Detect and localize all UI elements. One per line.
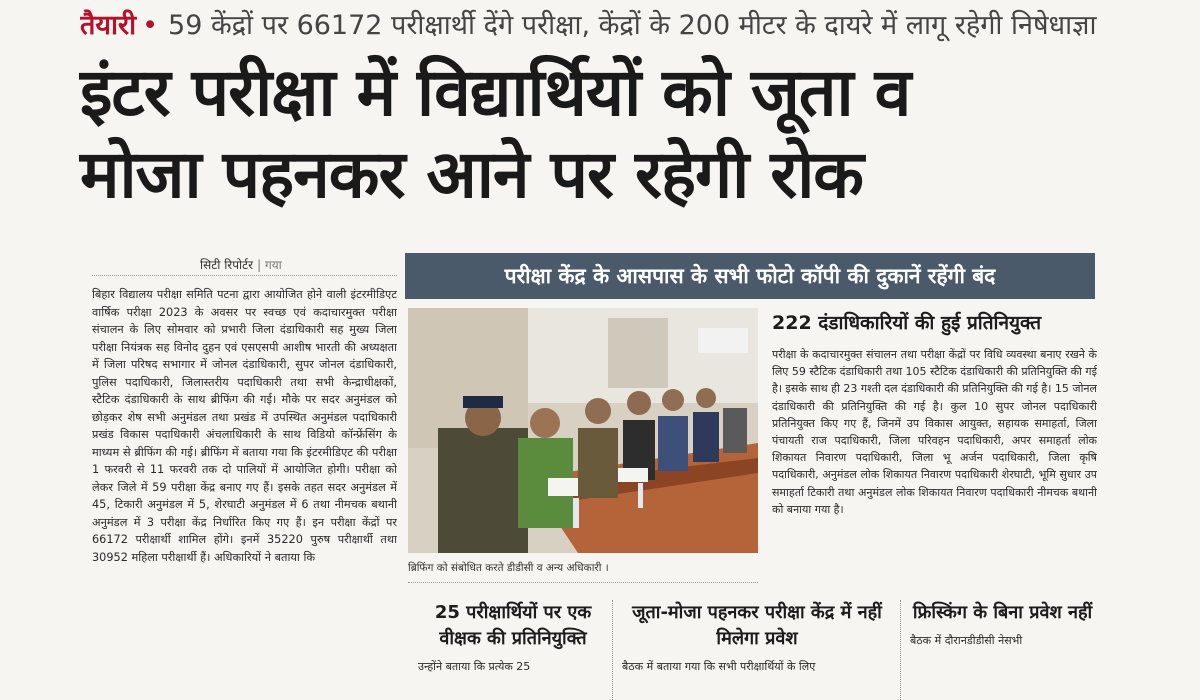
bottom-column-title: जूता-मोजा पहनकर परीक्षा केंद्र में नहीं मिलेगा प्रवेश (632, 602, 882, 649)
column-divider (612, 600, 613, 700)
bottom-column-text: उन्होंने बताया कि प्रत्येक 25 (418, 660, 531, 673)
meeting-photo (408, 308, 758, 553)
headline-line-2: मोजा पहनकर आने पर रहेगी रोक (80, 136, 863, 213)
bullet-icon: • (142, 10, 159, 41)
meeting-photo-illustration (408, 308, 758, 553)
bottom-column-title: 25 परीक्षार्थियों पर एक वीक्षक की प्रतिनियुक्ति (434, 602, 592, 649)
kicker-line (80, 8, 1180, 44)
left-article-body: बिहार विद्यालय परीक्षा समिति पटना द्वारा आयोजित होने वाली इंटरमीडिएट वार्षिक परीक्षा 2023 के अवसर पर स्वच्छ एवं कदाचारमुक्त परीक्षा संचालन के लिए सोमवार को प्रभारी जिला दंडाधिकारी सह मुख्य जिला परीक्षा नियंत्रक सह विनोद दुहन एवं एसएसपी आशीष भारती की अध्यक्षता में जिला परिषद सभागार में जोनल दंडाधिकारी, सुपर जोनल दंडाधिकारी, पुलिस पदाधिकारी, जिलास्तरीय पदाधिकारी तथा सभी केन्द्राधीक्षकों, स्टैटिक दंडाधिकारी के साथ ब्रीफिंग की गई। मौके पर सदर अनुमंडल को छोड़कर शेष सभी अनुमंडल तथा प्रखंड में उपस्थित अनुमंडल पदाधिकारी प्रखंड विकास पदाधिकारी अंचलाधिकारी के साथ विडियो कॉन्फ्रेंसिंग के माध्यम से ब्रीफिंग की गई। ब्रीफिंग में बताया गया कि इंटरमीडिएट की परीक्षा 1 फरवरी से 11 फरवरी तक दो पालियों में आयोजित होगी। परीक्षा को लेकर जिले में 59 परीक्षा केंद्र बनाए गए हैं। इसके तहत सदर अनुमंडल में 45, टिकारी अनुमंडल में 5, शेरघाटी अनुमंडल में 6 तथा नीमचक बथानी अनुमंडल में 3 परीक्षा केंद्र निर्धारित किए गए हैं। इन परीक्षा केंद्रों पर 66172 परीक्षार्थी शामिल होंगे। इनमें 35220 पुरुष परीक्षार्थी तथा 30952 महिला परीक्षार्थी हैं। अधिकारियों ने बताया कि (92, 288, 397, 564)
side-article-title: 222 दंडाधिकारियों की हुई प्रतिनियुक्त (772, 312, 1042, 334)
photo-caption: ब्रिफिंग को संबोधित करते डीडीसी व अन्य अधिकारी । (408, 562, 609, 574)
headline (80, 52, 1120, 216)
bottom-column-text: बैठक में दौरानडीडीसी नेसभी (910, 634, 1023, 647)
bottom-column-2 (622, 600, 892, 675)
divider (92, 275, 397, 276)
section-banner: परीक्षा केंद्र के आसपास के सभी फोटो कॉपी की दुकानें रहेंगी बंद (405, 253, 1095, 299)
kicker-text: 59 केंद्रों पर 66172 परीक्षार्थी देंगे परीक्षा, केंद्रों के 200 मीटर के दायरे में लागू रहेगी निषेधाज्ञा (168, 10, 1097, 41)
bottom-column-text: बैठक में बताया गया कि सभी परीक्षार्थियों के लिए (622, 660, 816, 673)
byline-reporter: सिटी रिपोर्टर (200, 258, 254, 272)
divider (408, 582, 758, 583)
bottom-column-1 (418, 600, 608, 675)
column-divider (900, 600, 901, 700)
headline-line-1: इंटर परीक्षा में विद्यार्थियों को जूता व (80, 54, 911, 131)
byline (200, 256, 282, 273)
byline-city: | गया (257, 258, 282, 272)
bottom-column-3 (910, 600, 1095, 649)
side-article-body: परीक्षा के कदाचारमुक्त संचालन तथा परीक्षा केंद्रों पर विधि व्यवस्था बनाए रखने के लिए 59 स्टैटिक दंडाधिकारी तथा 105 स्टैटिक दंडाधिकारी की प्रतिनियुक्ति की गई है। इसके साथ ही 23 गश्ती दल दंडाधिकारी की प्रतिनियुक्ति की गई है। 15 जोनल दंडाधिकारी की प्रतिनियुक्ति की गई है। कुल 10 सुपर जोनल पदाधिकारी प्रतिनियुक्त किए गए हैं, जिनमें उप विकास आयुक्त, सहायक समाहर्ता, जिला पंचायती राज पदाधिकारी, जिला परिवहन पदाधिकारी, अपर समाहर्ता लोक शिकायत निवारण पदाधिकारी, जिला भू अर्जन पदाधिकारी, जिला कृषि पदाधिकारी, अनुमंडल लोक शिकायत निवारण पदाधिकारी शेरघाटी, भूमि सुधार उप समाहर्ता टिकारी तथा अनुमंडल लोक शिकायत निवारण पदाधिकारी नीमचक बथानी को बनाया गया है। (772, 348, 1097, 516)
bottom-column-title: फ्रिस्किंग के बिना प्रवेश नहीं (912, 602, 1093, 623)
kicker-tag: तैयारी (80, 10, 137, 41)
